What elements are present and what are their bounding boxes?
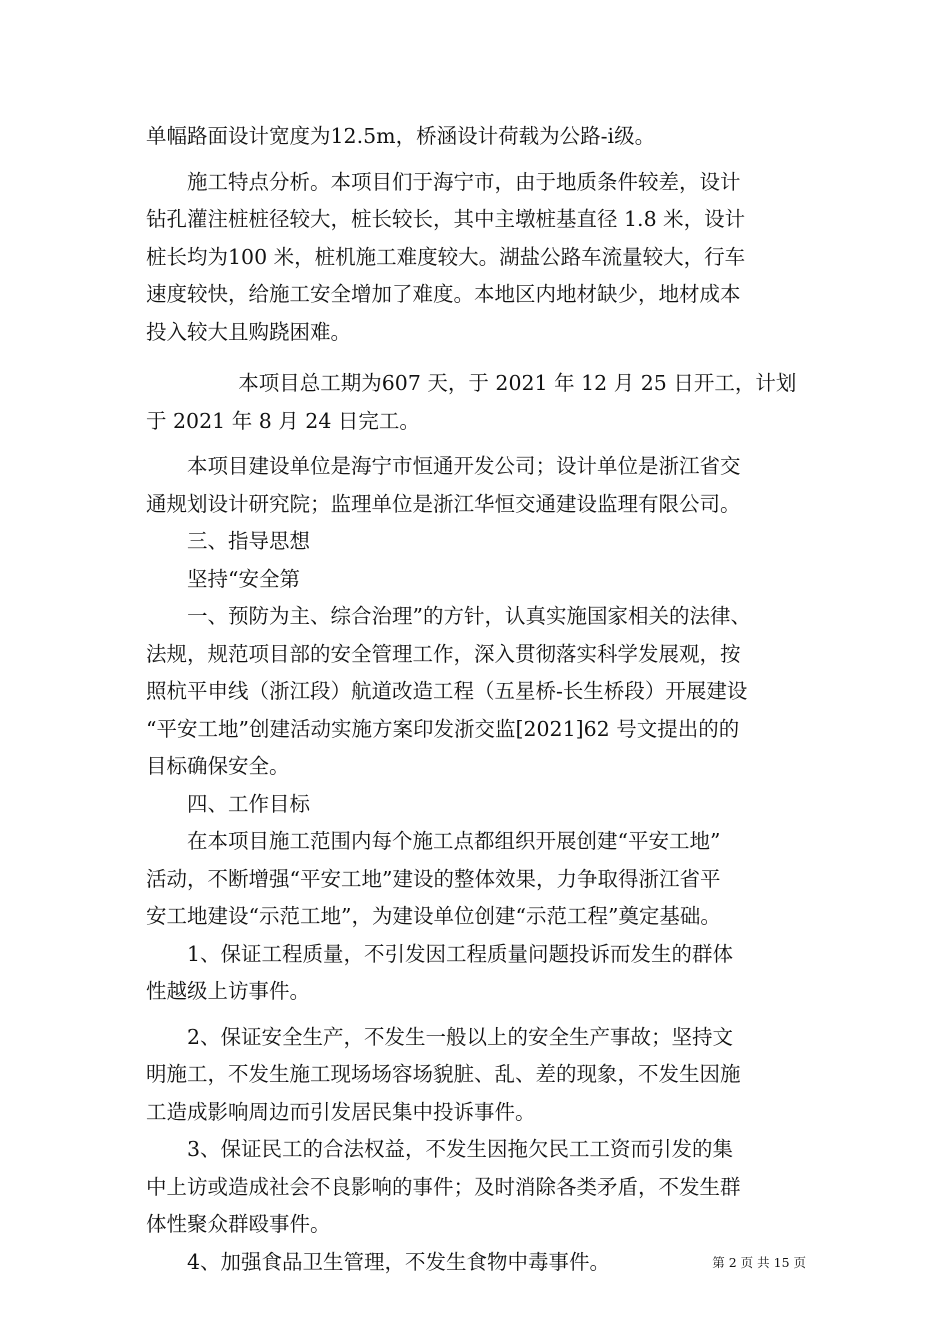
- text-line: 桩长均为100 米，桩机施工难度较大。湖盐公路车流量较大，行车: [146, 244, 746, 269]
- text-line: 安工地建设“示范工地”，为建设单位创建“示范工程”奠定基础。: [146, 904, 721, 928]
- text-line: 本项目建设单位是海宁市恒通开发公司；设计单位是浙江省交: [187, 454, 741, 478]
- text-line: 目标确保安全。: [146, 754, 290, 778]
- text-line: 活动，不断增强“平安工地”建设的整体效果，力争取得浙江省平: [146, 866, 721, 891]
- text-line: 三、指导思想: [187, 529, 310, 553]
- text-line: 4、加强食品卫生管理，不发生食物中毒事件。: [187, 1249, 611, 1274]
- text-line: 四、工作目标: [187, 791, 310, 816]
- text-line: 钻孔灌注桩桩径较大，桩长较长，其中主墩桩基直径 1.8 米，设计: [146, 207, 746, 231]
- text-line: 工造成影响周边而引发居民集中投诉事件。: [146, 1099, 536, 1124]
- page-number-footer: 第 2 页 共 15 页: [712, 1255, 806, 1270]
- text-line: 投入较大且购跷困难。: [146, 319, 351, 344]
- text-line: 体性聚众群殴事件。: [146, 1212, 331, 1236]
- text-line: 通规划设计研究院；监理单位是浙江华恒交通建设监理有限公司。: [146, 491, 741, 516]
- text-line: 中上访或造成社会不良影响的事件；及时消除各类矛盾，不发生群: [146, 1174, 741, 1199]
- text-line: 于 2021 年 8 月 24 日完工。: [146, 408, 420, 433]
- text-line: “平安工地”创建活动实施方案印发浙交监[2021]62 号文提出的的: [146, 716, 740, 741]
- text-line: 性越级上访事件。: [146, 979, 310, 1003]
- text-line: 3、保证民工的合法权益，不发生因拖欠民工工资而引发的集: [187, 1137, 734, 1161]
- text-line: 本项目总工期为607 天，于 2021 年 12 月 25 日开工，计划: [238, 371, 797, 395]
- text-line: 明施工，不发生施工现场场容场貌脏、乱、差的现象，不发生因施: [146, 1062, 741, 1086]
- text-line: 速度较快，给施工安全增加了难度。本地区内地材缺少，地材成本: [146, 282, 741, 306]
- text-line: 在本项目施工范围内每个施工点都组织开展创建“平安工地”: [187, 829, 721, 853]
- text-line: 照杭平申线（浙江段）航道改造工程（五星桥-长生桥段）开展建设: [146, 679, 748, 703]
- text-line: 法规，规范项目部的安全管理工作，深入贯彻落实科学发展观，按: [146, 641, 741, 666]
- text-line: 坚持“安全第: [187, 566, 300, 591]
- document-body: [146, 118, 826, 1281]
- text-line: 1、保证工程质量，不引发因工程质量问题投诉而发生的群体: [187, 941, 734, 966]
- text-line: 单幅路面设计宽度为12.5m，桥涵设计荷载为公路-i级。: [146, 124, 656, 148]
- text-line: 一、预防为主、综合治理”的方针，认真实施国家相关的法律、: [187, 604, 751, 628]
- text-line: 2、保证安全生产，不发生一般以上的安全生产事故；坚持文: [187, 1024, 734, 1049]
- text-line: 施工特点分析。本项目们于海宁市，由于地质条件较差，设计: [187, 169, 741, 194]
